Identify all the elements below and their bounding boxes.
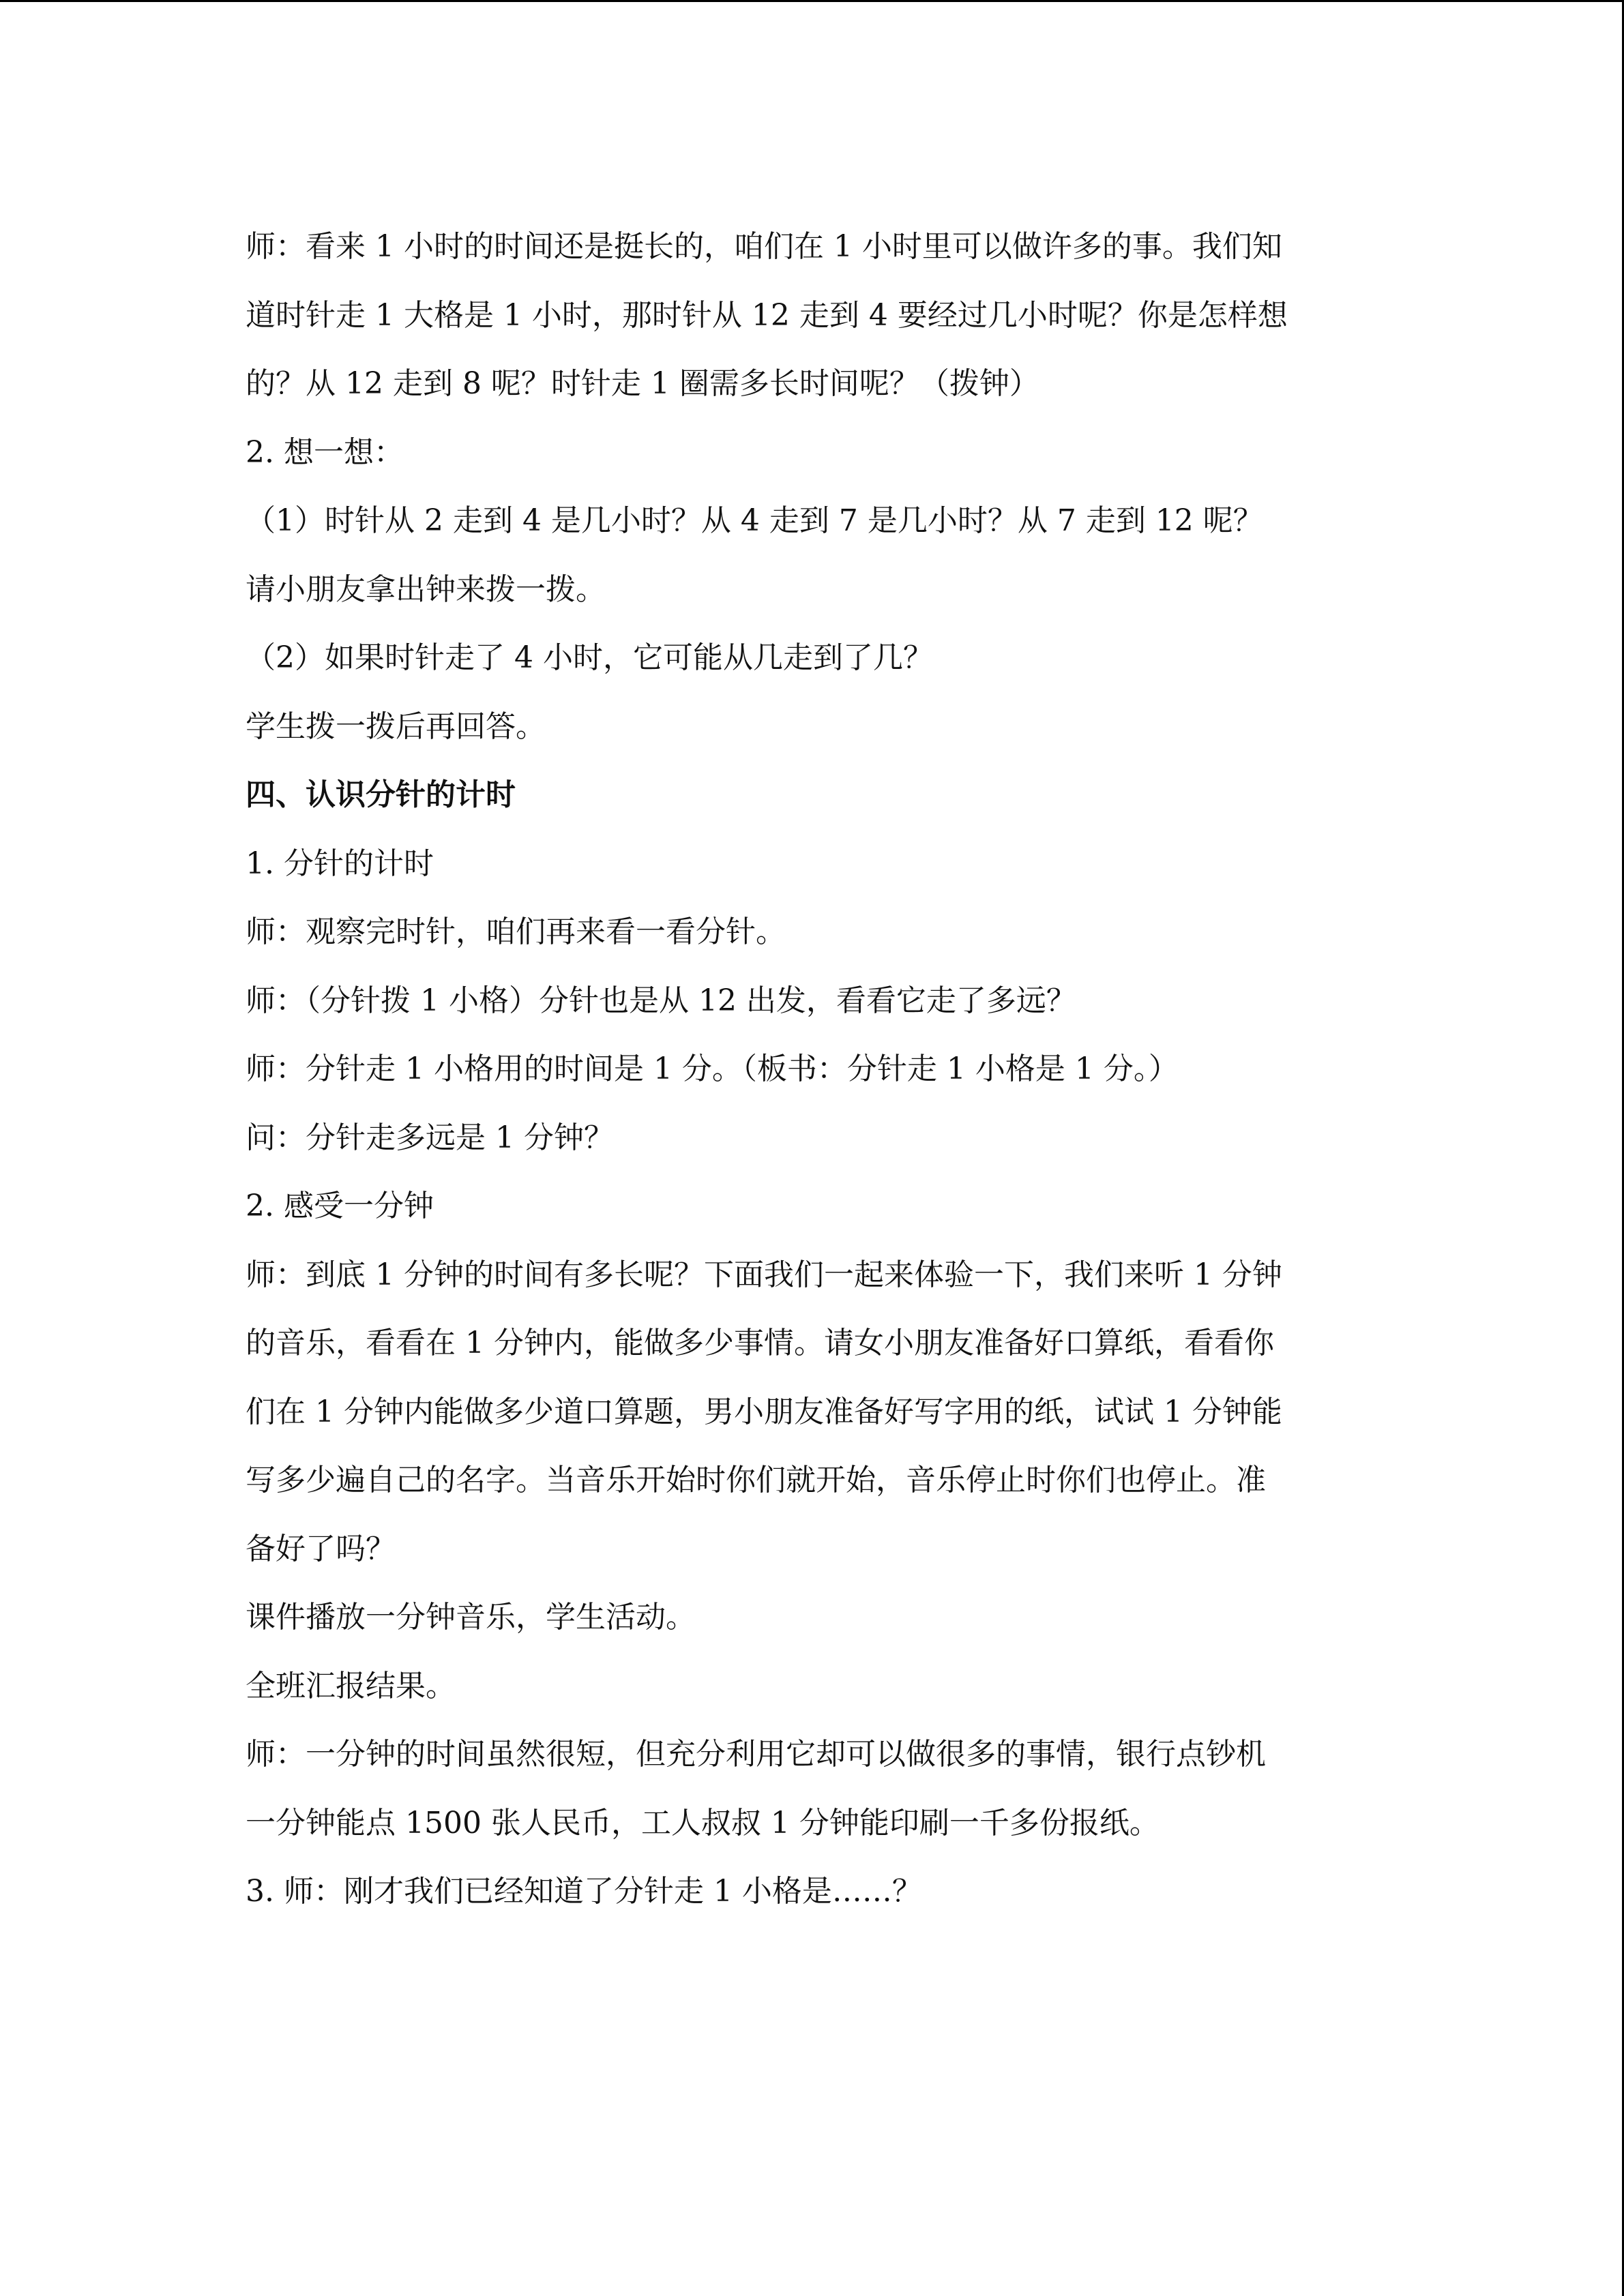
document-body xyxy=(246,213,1364,1926)
paragraph-line: 问：分针走多远是 1 分钟？ xyxy=(246,1120,614,1155)
question-line: （1）时针从 2 走到 4 是几小时？从 4 走到 7 是几小时？从 7 走到 12 呢？ xyxy=(246,503,1263,538)
subheading: 2. 感受一分钟 xyxy=(246,1189,434,1223)
paragraph-line: 师：（分针拨 1 小格）分针也是从 12 出发，看看它走了多远？ xyxy=(246,983,1076,1018)
paragraph-line: 师：到底 1 分钟的时间有多长呢？下面我们一起来体验一下，我们来听 1 分钟 xyxy=(246,1257,1282,1292)
paragraph-line: 道时针走 1 大格是 1 小时，那时针从 12 走到 4 要经过几小时呢？你是怎样想 xyxy=(246,297,1288,333)
question-line: （2）如果时针走了 4 小时，它可能从几走到了几？ xyxy=(246,640,933,675)
paragraph-line: 学生拨一拨后再回答。 xyxy=(246,709,546,744)
paragraph-line: 师：观察完时针，咱们再来看一看分针。 xyxy=(246,914,786,949)
paragraph-line: 写多少遍自己的名字。当音乐开始时你们就开始，音乐停止时你们也停止。准 xyxy=(246,1463,1266,1497)
paragraph-line: 师：一分钟的时间虽然很短，但充分利用它却可以做很多的事情，银行点钞机 xyxy=(246,1737,1266,1772)
paragraph-line: 们在 1 分钟内能做多少道口算题，男小朋友准备好写字用的纸，试试 1 分钟能 xyxy=(246,1394,1282,1429)
paragraph-line: 师：看来 1 小时的时间还是挺长的，咱们在 1 小时里可以做许多的事。我们知 xyxy=(246,229,1282,264)
paragraph-line: 的音乐，看看在 1 分钟内，能做多少事情。请女小朋友准备好口算纸，看看你 xyxy=(246,1326,1274,1360)
paragraph-line: 请小朋友拿出钟来拨一拨。 xyxy=(246,571,606,607)
paragraph-line: 备好了吗？ xyxy=(246,1531,396,1566)
subheading: 1. 分针的计时 xyxy=(246,846,434,881)
page-border-top xyxy=(0,0,1624,2)
paragraph-line: 一分钟能点 1500 张人民币，工人叔叔 1 分钟能印刷一千多份报纸。 xyxy=(246,1805,1160,1840)
paragraph-line: 的？从 12 走到 8 呢？时针走 1 圈需多长时间呢？（拨钟） xyxy=(246,366,1039,401)
paragraph-line: 师：分针走 1 小格用的时间是 1 分。（板书：分针走 1 小格是 1 分。） xyxy=(246,1052,1179,1086)
paragraph-line: 3. 师：刚才我们已经知道了分针走 1 小格是……？ xyxy=(246,1874,922,1909)
paragraph-line: 课件播放一分钟音乐，学生活动。 xyxy=(246,1600,696,1635)
paragraph-line: 全班汇报结果。 xyxy=(246,1668,456,1703)
subheading: 2. 想一想： xyxy=(246,434,404,470)
section-heading: 四、认识分针的计时 xyxy=(246,777,516,812)
